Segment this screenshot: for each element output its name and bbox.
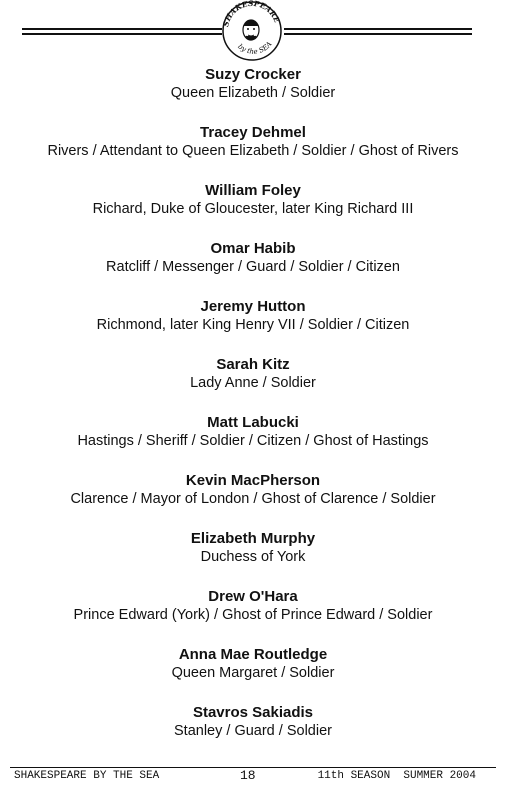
footer-season: 11th SEASON SUMMER 2004: [317, 770, 476, 782]
page-number: 18: [240, 768, 256, 783]
cast-role: Rivers / Attendant to Queen Elizabeth / Soldier / Ghost of Rivers: [47, 143, 459, 159]
cast-name: Elizabeth Murphy: [190, 530, 316, 547]
cast-role: Prince Edward (York) / Ghost of Prince Edward / Soldier: [73, 607, 433, 623]
cast-role: Duchess of York: [200, 549, 306, 565]
logo-text-bottom: by the SEA: [236, 40, 274, 56]
logo-text-top: SHAKESPEARE: [221, 0, 282, 28]
footer-publication-title: SHAKESPEARE BY THE SEA: [14, 770, 160, 782]
header-rule-right-bottom: [284, 33, 472, 35]
cast-role: Queen Margaret / Soldier: [171, 665, 335, 681]
page-header: [0, 0, 506, 62]
cast-entry: [0, 356, 506, 412]
cast-role: Hastings / Sheriff / Soldier / Citizen / Ghost of Hastings: [77, 433, 429, 449]
cast-entry: [0, 124, 506, 180]
cast-entry: [0, 588, 506, 644]
cast-name: Omar Habib: [210, 240, 296, 257]
cast-entry: [0, 646, 506, 702]
cast-role: Richmond, later King Henry VII / Soldier / Citizen: [96, 317, 410, 333]
cast-entry: [0, 240, 506, 296]
cast-name: Suzy Crocker: [205, 66, 301, 83]
cast-name: Kevin MacPherson: [185, 472, 321, 489]
cast-entry: [0, 472, 506, 528]
cast-role: Ratcliff / Messenger / Guard / Soldier / Citizen: [106, 259, 400, 275]
cast-entry: [0, 182, 506, 238]
header-rule-left-bottom: [22, 33, 222, 35]
cast-name: Tracey Dehmel: [200, 124, 306, 141]
cast-name: Jeremy Hutton: [200, 298, 306, 315]
cast-entry: [0, 414, 506, 470]
cast-name: Sarah Kitz: [216, 356, 290, 373]
cast-role: Stanley / Guard / Soldier: [174, 723, 332, 739]
header-rule-right-top: [284, 28, 472, 30]
header-rule-left-top: [22, 28, 222, 30]
cast-role: Lady Anne / Soldier: [190, 375, 316, 391]
cast-name: Matt Labucki: [207, 414, 299, 431]
cast-role: Clarence / Mayor of London / Ghost of Clarence / Soldier: [70, 491, 436, 507]
cast-name: Anna Mae Routledge: [178, 646, 328, 663]
cast-role: Richard, Duke of Gloucester, later King Richard III: [92, 201, 414, 217]
cast-name: Drew O'Hara: [208, 588, 298, 605]
cast-name: William Foley: [205, 182, 301, 199]
cast-name: Stavros Sakiadis: [192, 704, 314, 721]
cast-entry: [0, 66, 506, 122]
cast-role: Queen Elizabeth / Soldier: [170, 85, 336, 101]
cast-entry: [0, 704, 506, 760]
shakespeare-by-the-sea-logo: [220, 0, 284, 62]
cast-entry: [0, 530, 506, 586]
cast-list: [0, 64, 506, 760]
cast-entry: [0, 298, 506, 354]
